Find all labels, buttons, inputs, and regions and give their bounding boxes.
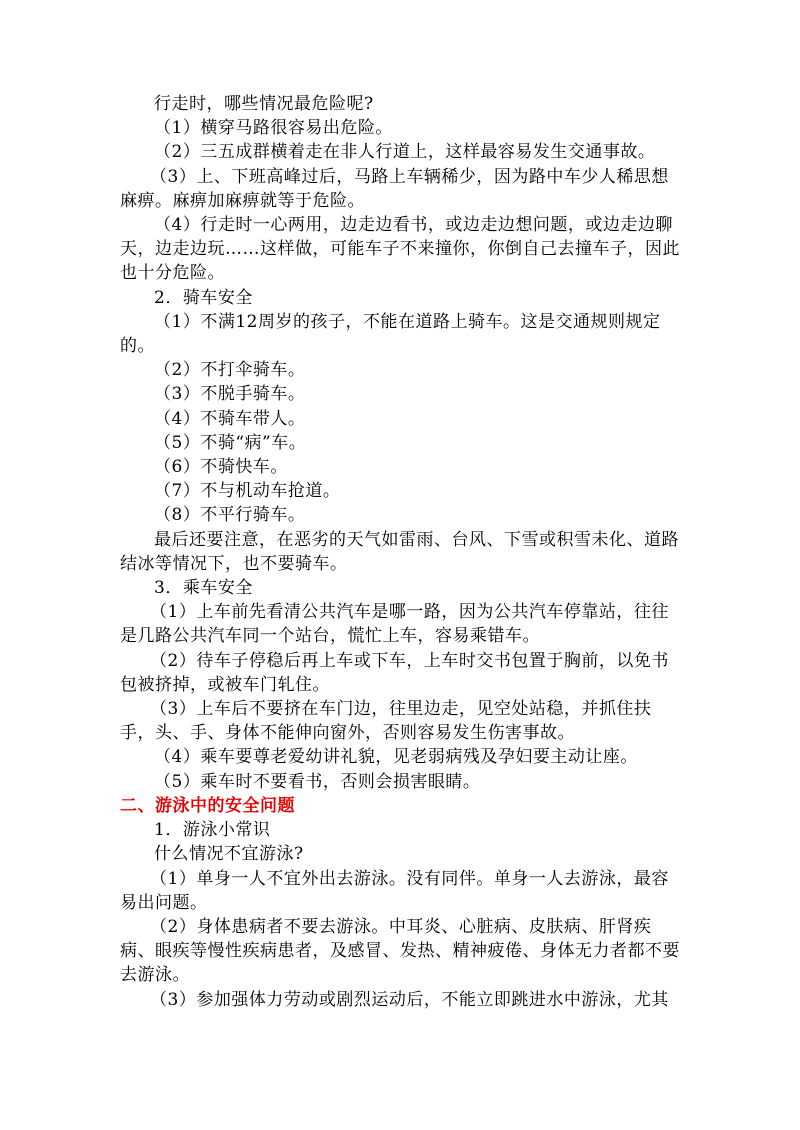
paragraph: （3）上、下班高峰过后，马路上车辆稀少，因为路中车少人稀思想麻痹。麻痹加麻痹就等于危险。 <box>120 166 669 211</box>
paragraph: （2）不打伞骑车。 <box>154 360 306 381</box>
paragraph: （3）不脱手骑车。 <box>154 384 306 405</box>
paragraph: （5）不骑“病”车。 <box>154 432 307 453</box>
paragraph: （1）不满12周岁的孩子，不能在道路上骑车。这是交通规则规定的。 <box>120 311 661 357</box>
paragraph: （1）横穿马路很容易出危险。 <box>154 118 393 139</box>
paragraph: （5）乘车时不要看书，否则会损害眼睛。 <box>154 771 481 792</box>
paragraph: （2）待车子停稳后再上车或下车，上车时交书包置于胸前，以免书包被挤掉，或被车门轧住。 <box>120 650 669 695</box>
paragraph: （4）行走时一心两用，边走边看书，或边走边想问题，或边走边聊天，边走边玩……这样做，可能车子不来撞你，你倒自己去撞车子，因此也十分危险。 <box>120 215 680 284</box>
paragraph: （1）上车前先看清公共汽车是哪一路，因为公共汽车停靠站，往往是几路公共汽车同一个站台，慌忙上车，容易乘错车。 <box>120 602 669 647</box>
paragraph: （7）不与机动车抢道。 <box>154 481 341 502</box>
paragraph: （4）乘车要尊老爱幼讲礼貌，见老弱病残及孕妇要主动让座。 <box>154 747 638 768</box>
paragraph: 行走时，哪些情况最危险呢? <box>154 94 374 114</box>
paragraph: （2）三五成群横着走在非人行道上，这样最容易发生交通事故。 <box>154 142 656 163</box>
paragraph: 2．骑车安全 <box>154 287 253 308</box>
paragraph: （3）上车后不要挤在车门边，往里边走，见空处站稳，并抓住扶手，头、手、身体不能伸向窗外，否则容易发生伤害事故。 <box>120 699 652 744</box>
paragraph: （4）不骑车带人。 <box>154 408 306 429</box>
paragraph: 什么情况不宜游泳? <box>154 844 304 865</box>
paragraph: 最后还要注意，在恶劣的天气如雷雨、台风、下雪或积雪未化、道路结冰等情况下，也不要骑车。 <box>120 529 679 574</box>
paragraph: （1）单身一人不宜外出去游泳。没有同伴。单身一人去游泳，最容易出问题。 <box>120 868 669 913</box>
paragraph: 1．游泳小常识 <box>154 820 271 841</box>
paragraph: （2）身体患病者不要去游泳。中耳炎、心脏病、皮肤病、肝肾疾病、眼疾等慢性疾病患者，及感冒、发热、精神疲倦、身体无力者都不要去游泳。 <box>120 916 680 986</box>
section-heading: 二、游泳中的安全问题 <box>120 795 295 816</box>
paragraph: 3．乘车安全 <box>154 578 253 599</box>
paragraph: （3）参加强体力劳动或剧烈运动后，不能立即跳进水中游泳，尤其 <box>150 989 669 1010</box>
document-body <box>120 92 685 1012</box>
paragraph: （8）不平行骑车。 <box>154 505 306 526</box>
paragraph: （6）不骑快车。 <box>154 457 288 478</box>
